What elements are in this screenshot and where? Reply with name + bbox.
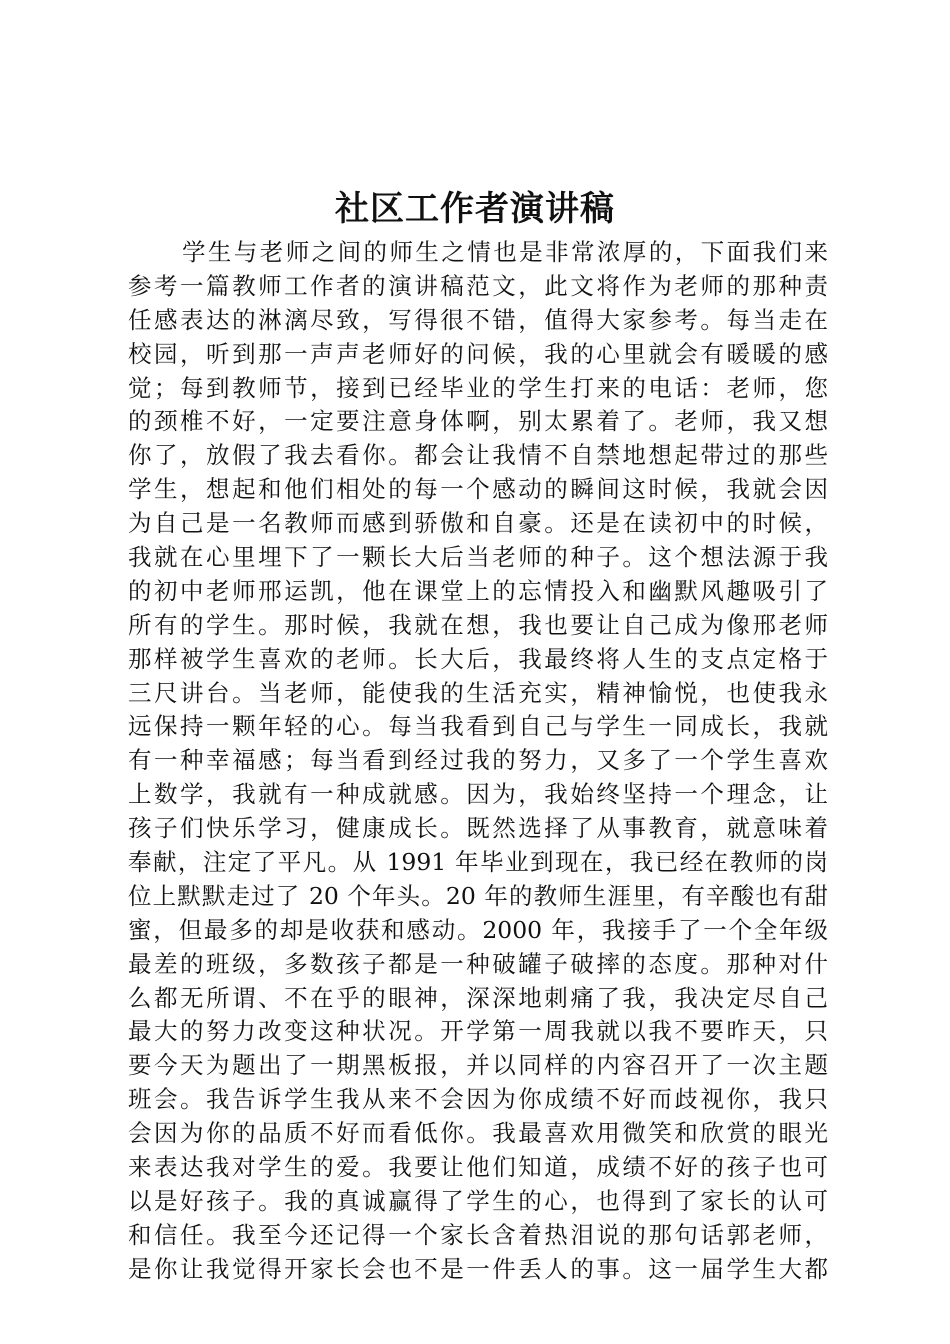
paragraph-line: 所有的学生。那时候，我就在想，我也要让自己成为像邢老师 <box>128 610 828 639</box>
paragraph-line: 那样被学生喜欢的老师。长大后，我最终将人生的支点定格于 <box>128 644 828 673</box>
paragraph-line: 和信任。我至今还记得一个家长含着热泪说的那句话郭老师， <box>128 1220 828 1249</box>
paragraph-line: 的颈椎不好，一定要注意身体啊，别太累着了。老师，我又想 <box>128 407 828 436</box>
paragraph-line: 你了，放假了我去看你。都会让我情不自禁地想起带过的那些 <box>128 441 828 470</box>
paragraph-line: 学生，想起和他们相处的每一个感动的瞬间这时候，我就会因 <box>128 475 828 504</box>
paragraph-line: 任感表达的淋漓尽致，写得很不错，值得大家参考。每当走在 <box>128 305 828 334</box>
paragraph-line: 以是好孩子。我的真诚赢得了学生的心，也得到了家长的认可 <box>128 1186 828 1215</box>
paragraph-line: 学生与老师之间的师生之情也是非常浓厚的，下面我们来 <box>182 238 828 266</box>
document-title: 社区工作者演讲稿 <box>335 189 615 229</box>
paragraph-line: 的初中老师邢运凯，他在课堂上的忘情投入和幽默风趣吸引了 <box>128 576 828 605</box>
paragraph-line: 位上默默走过了 20 个年头。20 年的教师生涯里，有辛酸也有甜 <box>128 881 828 910</box>
paragraph-line: 参考一篇教师工作者的演讲稿范文，此文将作为老师的那种责 <box>128 271 828 300</box>
paragraph-line: 校园，听到那一声声老师好的问候，我的心里就会有暖暖的感 <box>128 339 828 368</box>
paragraph-line: 为自己是一名教师而感到骄傲和自豪。还是在读初中的时候， <box>128 509 828 538</box>
paragraph-line: 觉；每到教师节，接到已经毕业的学生打来的电话：老师，您 <box>128 373 828 402</box>
paragraph-line: 蜜，但最多的却是收获和感动。2000 年，我接手了一个全年级 <box>128 915 828 944</box>
paragraph-line: 最差的班级，多数孩子都是一种破罐子破摔的态度。那种对什 <box>128 949 828 978</box>
paragraph-line: 最大的努力改变这种状况。开学第一周我就以我不要昨天，只 <box>128 1017 828 1046</box>
paragraph-line: 班会。我告诉学生我从来不会因为你成绩不好而歧视你，我只 <box>128 1085 828 1114</box>
paragraph-line: 来表达我对学生的爱。我要让他们知道，成绩不好的孩子也可 <box>128 1153 828 1182</box>
paragraph-line: 么都无所谓、不在乎的眼神，深深地刺痛了我，我决定尽自己 <box>128 983 828 1012</box>
paragraph-line: 有一种幸福感；每当看到经过我的努力，又多了一个学生喜欢 <box>128 746 828 775</box>
paragraph-line: 孩子们快乐学习，健康成长。既然选择了从事教育，就意味着 <box>128 814 828 843</box>
paragraph-line: 上数学，我就有一种成就感。因为，我始终坚持一个理念，让 <box>128 780 828 809</box>
paragraph-line: 会因为你的品质不好而看低你。我最喜欢用微笑和欣赏的眼光 <box>128 1119 828 1148</box>
paragraph-line: 是你让我觉得开家长会也不是一件丢人的事。这一届学生大都 <box>128 1254 828 1283</box>
paragraph-line: 远保持一颗年轻的心。每当我看到自己与学生一同成长，我就 <box>128 712 828 741</box>
paragraph-line: 要今天为题出了一期黑板报，并以同样的内容召开了一次主题 <box>128 1051 828 1080</box>
document-body <box>128 236 828 1287</box>
paragraph-line: 我就在心里埋下了一颗长大后当老师的种子。这个想法源于我 <box>128 543 828 572</box>
paragraph-line: 奉献，注定了平凡。从 1991 年毕业到现在，我已经在教师的岗 <box>128 848 828 877</box>
paragraph-line: 三尺讲台。当老师，能使我的生活充实，精神愉悦，也使我永 <box>128 678 828 707</box>
